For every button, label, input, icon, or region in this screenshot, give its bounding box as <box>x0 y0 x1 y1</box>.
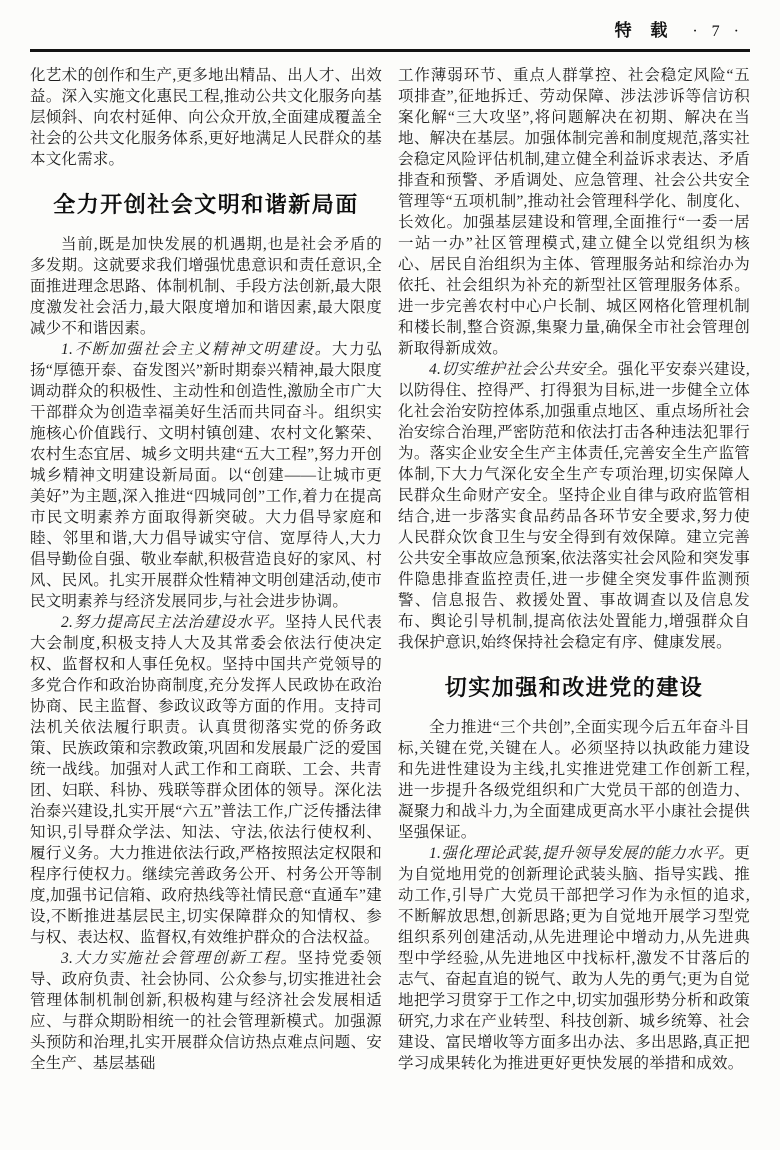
body-paragraph: 当前,既是加快发展的机遇期,也是社会矛盾的多发期。这就要求我们增强忧患意识和责任意识,全面推进理念思路、体制机制、手段方法创新,最大限度激发社会活力,最大限度增加和谐因素,最大限度减少不和谐因素。 <box>30 236 382 337</box>
paragraph-lead: 4.切实维护社会公共安全。 <box>429 361 618 378</box>
column-left <box>30 65 382 1074</box>
body-paragraph: 工作薄弱环节、重点人群掌控、社会稳定风险“五项排查”,征地拆迁、劳动保障、涉法涉诉等信访积案化解“三大攻坚”,将问题解决在初期、解决在当地、解决在基层。加强体制完善和制度规范,落实社会稳定风险评估机制,建立健全利益诉求表达、矛盾排查和预警、矛盾调处、应急管理、社会公共安全管理等“五项机制”,推动社会管理科学化、制度化、长效化。加强基层建设和管理,全面推行“一委一居一站一办”社区管理模式,建立健全以党组织为核心、居民自治组织为主体、管理服务站和综治办为依托、社会组织为补充的新型社区管理服务体系。进一步完善农村中心户长制、城区网格化管理机制和楼长制,整合资源,集聚力量,确保全市社会管理创新取得新成效。 <box>398 67 750 357</box>
section-heading: 全力开创社会文明和谐新局面 <box>53 192 359 217</box>
page-header <box>30 12 750 52</box>
paragraph-lead: 2.努力提高民主法治建设水平。 <box>61 614 285 631</box>
body-paragraph: 2.努力提高民主法治建设水平。坚持人民代表大会制度,积极支持人大及其常委会依法行使决定权、监督权和人事任免权。坚持中国共产党领导的多党合作和政治协商制度,充分发挥人民政协在政治协商、民主监督、参政议政等方面的作用。支持司法机关依法履行职责。认真贯彻落实党的侨务政策、民族政策和宗教政策,巩固和发展最广泛的爱国统一战线。加强对人武工作和工商联、工会、共青团、妇联、科协、残联等群众团体的领导。深化法治泰兴建设,扎实开展“六五”普法工作,广泛传播法律知识,引导群众学法、知法、守法,依法行使权利、履行义务。大力推进依法行政,严格按照法定权限和程序行使权力。继续完善政务公开、村务公开等制度,加强书记信箱、政府热线等社情民意“直通车”建设,不断推进基层民主,切实保障群众的知情权、参与权、表达权、监督权,有效维护群众的合法权益。 <box>30 614 383 946</box>
paragraph-lead: 1.强化理论武装,提升领导发展的能力水平。 <box>429 845 735 862</box>
paragraph-lead: 3.大力实施社会管理创新工程。 <box>61 950 298 967</box>
two-column-body <box>30 65 750 1074</box>
body-paragraph: 3.大力实施社会管理创新工程。坚持党委领导、政府负责、社会协同、公众参与,切实推进社会管理体制机制创新,积极构建与经济社会发展相适应、与群众期盼相统一的社会管理新模式。加强源头预防和治理,扎实开展群众信访热点难点问题、安全生产、基层基础 <box>30 950 382 1072</box>
body-paragraph: 1.强化理论武装,提升领导发展的能力水平。更为自觉地用党的创新理论武装头脑、指导实践、推动工作,引导广大党员干部把学习作为永恒的追求,不断解放思想,创新思路;更为自觉地开展学习型党组织系列创建活动,从先进理论中增动力,从先进典型中学经验,从先进地区中找标杆,激发不甘落后的志气、奋起直追的锐气、敢为人先的勇气;更为自觉地把学习贯穿于工作之中,切实加强形势分析和政策研究,力求在产业转型、科技创新、城乡统筹、社会建设、富民增收等方面多出办法、多出思路,真正把学习成果转化为推进更好更快发展的举措和成效。 <box>398 845 750 1072</box>
section-heading: 切实加强和改进党的建设 <box>444 675 704 700</box>
column-right <box>398 65 750 1074</box>
body-paragraph: 全力推进“三个共创”,全面实现今后五年奋斗目标,关键在党,关键在人。必须坚持以执政能力建设和先进性建设为主线,扎实推进党建工作创新工程,进一步提升各级党组织和广大党员干部的创造力、凝聚力和战斗力,为全面建成更高水平小康社会提供坚强保证。 <box>398 719 750 841</box>
body-paragraph: 化艺术的创作和生产,更多地出精品、出人才、出效益。深入实施文化惠民工程,推动公共文化服务向基层倾斜、向农村延伸、向公众开放,全面建成覆盖全社会的公共文化服务体系,更好地满足人民群众的基本文化需求。 <box>30 67 382 168</box>
body-paragraph: 4.切实维护社会公共安全。强化平安泰兴建设,以防得住、控得严、打得狠为目标,进一步健全立体化社会治安防控体系,加强重点地区、重点场所社会治安综合治理,严密防范和依法打击各种违法犯罪行为。落实企业安全生产主体责任,完善安全生产监管体制,下大力气深化安全生产专项治理,切实保障人民群众生命财产安全。坚持企业自律与政府监管相结合,进一步落实食品药品各环节安全要求,努力使人民群众饮食卫生与安全得到有效保障。建立完善公共安全事故应急预案,依法落实社会风险和突发事件隐患排查监控责任,进一步健全突发事件监测预警、信息报告、救援处置、事故调查以及信息发布、舆论引导机制,提高依法处置能力,增强群众自我保护意识,始终保持社会稳定有序、健康发展。 <box>398 361 750 651</box>
paragraph-lead: 1.不断加强社会主义精神文明建设。 <box>61 341 332 358</box>
section-label: 特 载 <box>614 21 675 40</box>
page-number: · 7 · <box>692 23 744 40</box>
body-paragraph: 1.不断加强社会主义精神文明建设。大力弘扬“厚德开泰、奋发图兴”新时期泰兴精神,最大限度调动群众的积极性、主动性和创造性,激励全市广大干部群众为创造幸福美好生活而共同奋斗。组织实施核心价值践行、文明村镇创建、农村文化繁荣、农村生态宜居、城乡文明共建“五大工程”,努力开创城乡精神文明建设新局面。以“创建——让城市更美好”为主题,深入推进“四城同创”工作,着力在提高市民文明素养方面取得新突破。大力倡导家庭和睦、邻里和谐,大力倡导诚实守信、宽厚待人,大力倡导勤俭自强、敬业奉献,积极营造良好的家风、村风、民风。扎实开展群众性精神文明创建活动,使市民文明素养与经济发展同步,与社会进步协调。 <box>30 341 382 610</box>
